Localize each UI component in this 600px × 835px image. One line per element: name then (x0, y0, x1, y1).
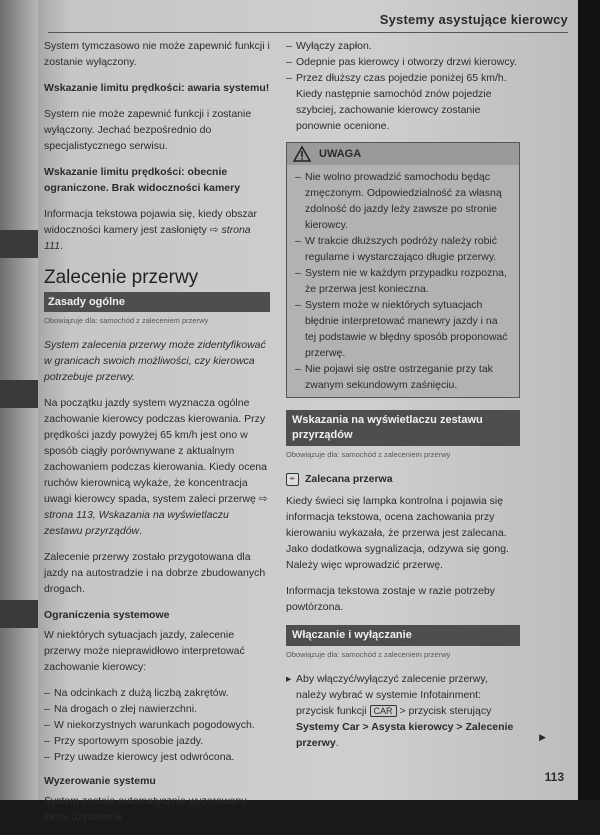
header-rule (48, 32, 568, 33)
paragraph: System tymczasowo nie może zapewnić funkcji i zostanie wyłączony. (44, 40, 270, 68)
warning-list (287, 165, 519, 397)
list-item: – Na odcinkach z dużą liczbą zakrętów. (44, 685, 270, 701)
list-item: – Na drogach o złej nawierzchni. (44, 701, 270, 717)
intro-paragraph: System zalecenia przerwy może zidentyfikować w granicach swoich możliwości, czy kierowca potrzebuje przerwy. (44, 339, 266, 383)
section-title: Systemy asystujące kierowcy (379, 12, 568, 27)
paragraph: W niektórych sytuacjach jazdy, zalecenie przerwy może nieprawidłowo interpretować zachowanie kierowcy: (44, 629, 245, 673)
car-key-label: CAR (370, 705, 397, 717)
previous-page-bar (0, 230, 38, 258)
list-item: – System nie w każdym przypadku rozpozna, że przerwa jest konieczna. (295, 265, 511, 297)
background-edge (578, 0, 600, 800)
continue-arrow-icon: ▶ (539, 732, 546, 742)
paragraph: System zostaje automatycznie wyzerowany, kiedy użytkownik (44, 795, 249, 823)
paragraph-text: Na początku jazdy system wyznacza ogólne zachowanie kierowcy podczas kierowania. Przy prędkości jazdy powyżej 65 km/h jest ono w sposób ciągły porównywane z aktualnym zachowaniem podczas kierowania. Kiedy ocena ruchów kierownicą wykaże, że koncentracja uwagi kierowcy spada, system zaleci przerwę (44, 397, 267, 505)
paragraph: System nie może zapewnić funkcji i zostanie wyłączony. Jechać bezpośrednio do specjalistycznego serwisu. (44, 108, 252, 152)
list-item: – Przez dłuższy czas pojedzie poniżej 65 km/h. Kiedy następnie samochód znów pojedzie szybciej, zachowanie kierowcy zostanie ponownie ocenione. (286, 70, 520, 134)
list-item: – W trakcie dłuższych podróży należy robić regularne i wystarczająco długie przerwy. (295, 233, 511, 265)
warning-header (287, 143, 519, 165)
warning-box (286, 142, 520, 398)
subheading: Wyzerowanie systemu (44, 775, 156, 787)
paragraph-text: Informacja tekstowa pojawia się, kiedy obszar widoczności kamery jest zasłonięty (44, 208, 258, 236)
page-number: 113 (544, 770, 564, 784)
paragraph: Kiedy świeci się lampka kontrolna i pojawia się informacja tekstowa, ocena zachowania przy kierowaniu wykazała, że przerwa jest zalecana. Jako dodatkowa sygnalizacja, odzywa się gong. Należy więc wprowadzić przerwę. (286, 495, 509, 571)
limitations-list (44, 685, 270, 765)
coffee-cup-lamp-icon: ☕ (287, 474, 298, 484)
paragraph: Informacja tekstowa zostaje w razie potrzeby powtórzona. (286, 585, 495, 613)
section-bar-heading: Wskazania na wyświetlaczu zestawu przyrządów (286, 410, 520, 446)
reference-arrow-icon: ⇨ (258, 493, 268, 505)
subheading: Ograniczenia systemowe (44, 609, 170, 621)
warning-triangle-icon (293, 146, 311, 162)
indicator-row (286, 471, 520, 487)
right-column (286, 38, 546, 751)
list-item: – Nie wolno prowadzić samochodu będąc zmęczonym. Odpowiedzialność za własną zdolność do jazdy leży zawsze po stronie kierowcy. (295, 169, 511, 233)
previous-page-bar (0, 600, 38, 628)
step-text: Aby włączyć/wyłączyć zalecenie przerwy, należy wybrać w systemie Infotainment: przycisk funkcji (296, 673, 488, 717)
subheading: Wskazanie limitu prędkości: awaria systemu! (44, 82, 270, 94)
applies-note: Obowiązuje dla: samochód z zaleceniem przerwy (44, 316, 209, 325)
previous-page-edge (0, 0, 38, 800)
list-item: – Wyłączy zapłon. (286, 38, 520, 54)
chapter-title: Zalecenie przerwy (44, 267, 199, 288)
punctuation: . (335, 737, 339, 749)
step-text: > przycisk sterujący (396, 705, 492, 717)
list-item: – Przy uwadze kierowcy jest odwrócona. (44, 749, 270, 765)
list-item: – Przy sportowym sposobie jazdy. (44, 733, 270, 749)
page-reference-link[interactable]: strona 113, Wskazania na wyświetlaczu zestawu przyrządów (44, 509, 229, 537)
section-bar-heading: Zasady ogólne (44, 292, 270, 312)
applies-note: Obowiązuje dla: samochód z zaleceniem przerwy (286, 450, 451, 459)
menu-path: Systemy Car > Asysta kierowcy > Zalecenie przerwy (296, 721, 514, 749)
left-column (44, 38, 270, 835)
manual-page (38, 0, 578, 823)
warning-title: UWAGA (319, 148, 362, 160)
paragraph (44, 395, 270, 539)
paragraph: Zalecenie przerwy zostało przygotowana dla jazdy na autostradzie i na dobrze zbudowanych drogach. (44, 551, 266, 595)
reference-arrow-icon: ⇨ (209, 224, 219, 236)
punctuation: . (139, 525, 143, 537)
reset-conditions-list (286, 38, 520, 134)
subheading: Wskazanie limitu prędkości: obecnie ograniczone. Brak widoczności kamery (44, 166, 241, 194)
indicator-label: Zalecana przerwa (305, 473, 393, 485)
section-bar-heading: Włączanie i wyłączanie (286, 625, 520, 646)
instruction-step (286, 671, 546, 751)
applies-note: Obowiązuje dla: samochód z zaleceniem przerwy (286, 650, 451, 659)
previous-page-bar (0, 380, 38, 408)
punctuation: . (59, 240, 63, 252)
list-item: – System może w niektórych sytuacjach błędnie interpretować manewry jazdy i na tej podstawie w błędny sposób proponować przerwę. (295, 297, 511, 361)
list-item: – Odepnie pas kierowcy i otworzy drzwi kierowcy. (286, 54, 520, 70)
page-reference-link[interactable]: strona 111 (44, 224, 251, 252)
list-item: – Nie pojawi się ostre ostrzeganie przy tak zwanym sekundowym zaśnięciu. (295, 361, 511, 393)
paragraph (44, 206, 270, 254)
list-item: – W niekorzystnych warunkach pogodowych. (44, 717, 270, 733)
